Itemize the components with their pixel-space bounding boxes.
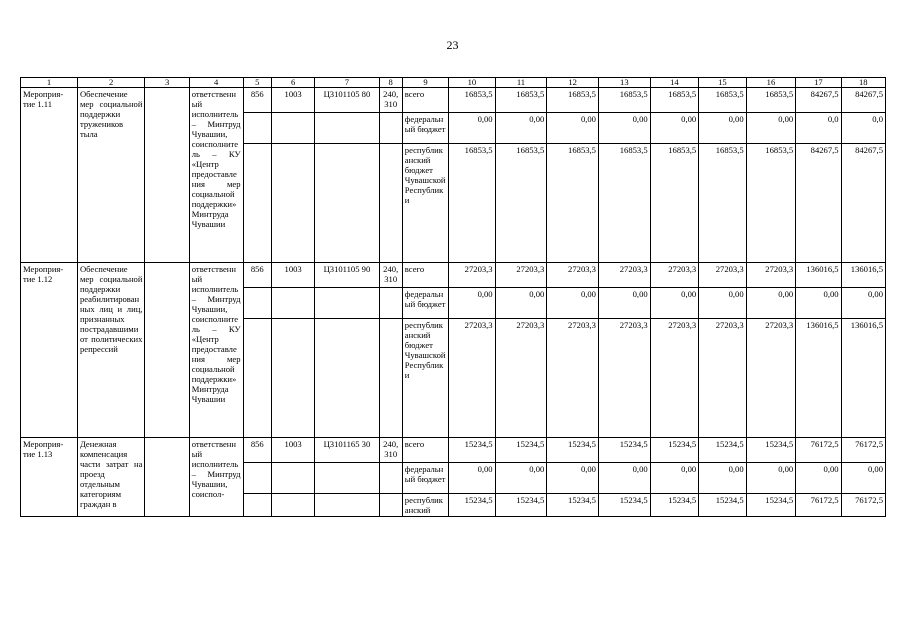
table-row [21,263,886,288]
value-cell: 0,00 [841,288,885,319]
value-cell: 16853,5 [650,88,699,113]
vr-cell [379,494,402,517]
vr-cell [379,288,402,319]
value-cell: 15234,5 [449,494,495,517]
header-row [21,78,886,88]
value-cell: 0,00 [449,288,495,319]
header-cell: 4 [189,78,243,88]
value-cell: 0,00 [699,463,746,494]
budget-table [20,77,886,517]
value-cell: 27203,3 [699,319,746,438]
value-cell: 15234,5 [547,494,599,517]
header-cell: 2 [77,78,145,88]
rzpr-cell: 1003 [272,88,315,113]
header-cell: 14 [650,78,699,88]
vr-cell [379,463,402,494]
value-cell: 27203,3 [547,263,599,288]
table-row [21,88,886,113]
value-cell: 27203,3 [598,319,650,438]
header-cell: 7 [315,78,379,88]
value-cell: 0,0 [796,113,841,144]
value-cell: 16853,5 [449,144,495,263]
value-cell: 76172,5 [796,438,841,463]
value-cell: 16853,5 [547,88,599,113]
rzpr-cell [272,463,315,494]
value-cell: 84267,5 [841,144,885,263]
value-cell: 76172,5 [796,494,841,517]
source-cell: федеральный бюджет [402,463,448,494]
rzpr-cell [272,288,315,319]
grbs-cell [243,288,271,319]
value-cell: 27203,3 [650,263,699,288]
rzpr-cell [272,319,315,438]
csr-cell [315,113,379,144]
value-cell: 16853,5 [746,144,796,263]
value-cell: 0,00 [495,463,547,494]
event-cell: Мероприя-тие 1.12 [21,263,78,438]
value-cell: 16853,5 [699,88,746,113]
value-cell: 0,00 [746,113,796,144]
value-cell: 27203,3 [746,263,796,288]
value-cell: 84267,5 [796,144,841,263]
value-cell: 0,00 [746,463,796,494]
value-cell: 27203,3 [650,319,699,438]
value-cell: 0,0 [841,113,885,144]
value-cell: 0,00 [495,288,547,319]
name-cell: Обеспечение мер социальной поддержки реабилитированных лиц и лиц, признанных пострадавшими от политических репрессий [77,263,145,438]
value-cell: 15234,5 [547,438,599,463]
csr-cell [315,319,379,438]
col3-cell [145,438,189,517]
header-cell: 1 [21,78,78,88]
value-cell: 136016,5 [796,319,841,438]
value-cell: 27203,3 [449,263,495,288]
value-cell: 0,00 [796,463,841,494]
source-cell: федеральный бюджет [402,113,448,144]
col3-cell [145,88,189,263]
vr-cell: 240, 310 [379,88,402,113]
csr-cell: Ц3101165 30 [315,438,379,463]
value-cell: 0,00 [796,288,841,319]
header-cell: 5 [243,78,271,88]
header-cell: 8 [379,78,402,88]
value-cell: 15234,5 [699,494,746,517]
csr-cell [315,288,379,319]
rzpr-cell: 1003 [272,263,315,288]
value-cell: 0,00 [650,463,699,494]
grbs-cell: 856 [243,263,271,288]
grbs-cell: 856 [243,438,271,463]
header-cell: 12 [547,78,599,88]
value-cell: 15234,5 [449,438,495,463]
value-cell: 76172,5 [841,494,885,517]
csr-cell: Ц3101105 80 [315,88,379,113]
event-cell: Мероприя-тие 1.11 [21,88,78,263]
header-cell: 3 [145,78,189,88]
csr-cell [315,144,379,263]
value-cell: 16853,5 [449,88,495,113]
grbs-cell [243,463,271,494]
header-cell: 11 [495,78,547,88]
vr-cell: 240, 310 [379,263,402,288]
header-cell: 17 [796,78,841,88]
value-cell: 136016,5 [841,263,885,288]
value-cell: 15234,5 [650,494,699,517]
value-cell: 136016,5 [841,319,885,438]
name-cell: Денежная компенсация части затрат на проезд отдельным категориям граждан в [77,438,145,517]
value-cell: 27203,3 [495,319,547,438]
header-cell: 6 [272,78,315,88]
source-cell: всего [402,438,448,463]
vr-cell [379,113,402,144]
source-cell: всего [402,88,448,113]
rzpr-cell [272,113,315,144]
csr-cell [315,494,379,517]
value-cell: 27203,3 [449,319,495,438]
value-cell: 15234,5 [598,438,650,463]
value-cell: 0,00 [598,463,650,494]
header-cell: 15 [699,78,746,88]
rzpr-cell: 1003 [272,438,315,463]
value-cell: 16853,5 [495,144,547,263]
source-cell: республиканский бюджет Чувашской Республики [402,144,448,263]
event-cell: Мероприя-тие 1.13 [21,438,78,517]
executor-cell: ответственный исполнитель – Минтруд Чувашии, соисполнитель – КУ «Центр предоставления мер социальной поддержки» Минтруда Чувашии [189,88,243,263]
page-number: 23 [446,38,459,52]
value-cell: 0,00 [650,288,699,319]
rzpr-cell [272,144,315,263]
rzpr-cell [272,494,315,517]
value-cell: 15234,5 [699,438,746,463]
grbs-cell [243,319,271,438]
value-cell: 0,00 [841,463,885,494]
value-cell: 27203,3 [699,263,746,288]
value-cell: 0,00 [449,113,495,144]
value-cell: 84267,5 [841,88,885,113]
value-cell: 0,00 [547,113,599,144]
value-cell: 16853,5 [598,144,650,263]
header-cell: 10 [449,78,495,88]
header-cell: 13 [598,78,650,88]
grbs-cell [243,494,271,517]
value-cell: 16853,5 [495,88,547,113]
value-cell: 15234,5 [495,494,547,517]
value-cell: 0,00 [495,113,547,144]
value-cell: 84267,5 [796,88,841,113]
source-cell: республиканский бюджет Чувашской Республики [402,319,448,438]
value-cell: 15234,5 [746,494,796,517]
value-cell: 27203,3 [746,319,796,438]
value-cell: 15234,5 [598,494,650,517]
header-cell: 9 [402,78,448,88]
value-cell: 27203,3 [495,263,547,288]
value-cell: 16853,5 [699,144,746,263]
header-cell: 16 [746,78,796,88]
value-cell: 76172,5 [841,438,885,463]
executor-cell: ответственный исполнитель – Минтруд Чувашии, соисполнитель – КУ «Центр предоставления мер социальной поддержки» Минтруда Чувашии [189,263,243,438]
source-cell: всего [402,263,448,288]
value-cell: 0,00 [449,463,495,494]
name-cell: Обеспечение мер социальной поддержки тружеников тыла [77,88,145,263]
value-cell: 16853,5 [650,144,699,263]
vr-cell [379,319,402,438]
col3-cell [145,263,189,438]
value-cell: 0,00 [547,288,599,319]
value-cell: 136016,5 [796,263,841,288]
vr-cell [379,144,402,263]
executor-cell: ответственный исполнитель – Минтруд Чувашии, соиспол- [189,438,243,517]
value-cell: 0,00 [547,463,599,494]
value-cell: 15234,5 [746,438,796,463]
value-cell: 16853,5 [598,88,650,113]
grbs-cell [243,144,271,263]
value-cell: 27203,3 [598,263,650,288]
header-cell: 18 [841,78,885,88]
csr-cell: Ц3101105 90 [315,263,379,288]
source-cell: республиканский [402,494,448,517]
value-cell: 16853,5 [746,88,796,113]
value-cell: 0,00 [699,288,746,319]
value-cell: 0,00 [699,113,746,144]
value-cell: 16853,5 [547,144,599,263]
grbs-cell: 856 [243,88,271,113]
value-cell: 0,00 [650,113,699,144]
value-cell: 0,00 [746,288,796,319]
source-cell: федеральный бюджет [402,288,448,319]
value-cell: 15234,5 [650,438,699,463]
value-cell: 27203,3 [547,319,599,438]
value-cell: 0,00 [598,113,650,144]
csr-cell [315,463,379,494]
value-cell: 0,00 [598,288,650,319]
value-cell: 15234,5 [495,438,547,463]
grbs-cell [243,113,271,144]
vr-cell: 240, 310 [379,438,402,463]
table-row [21,438,886,463]
